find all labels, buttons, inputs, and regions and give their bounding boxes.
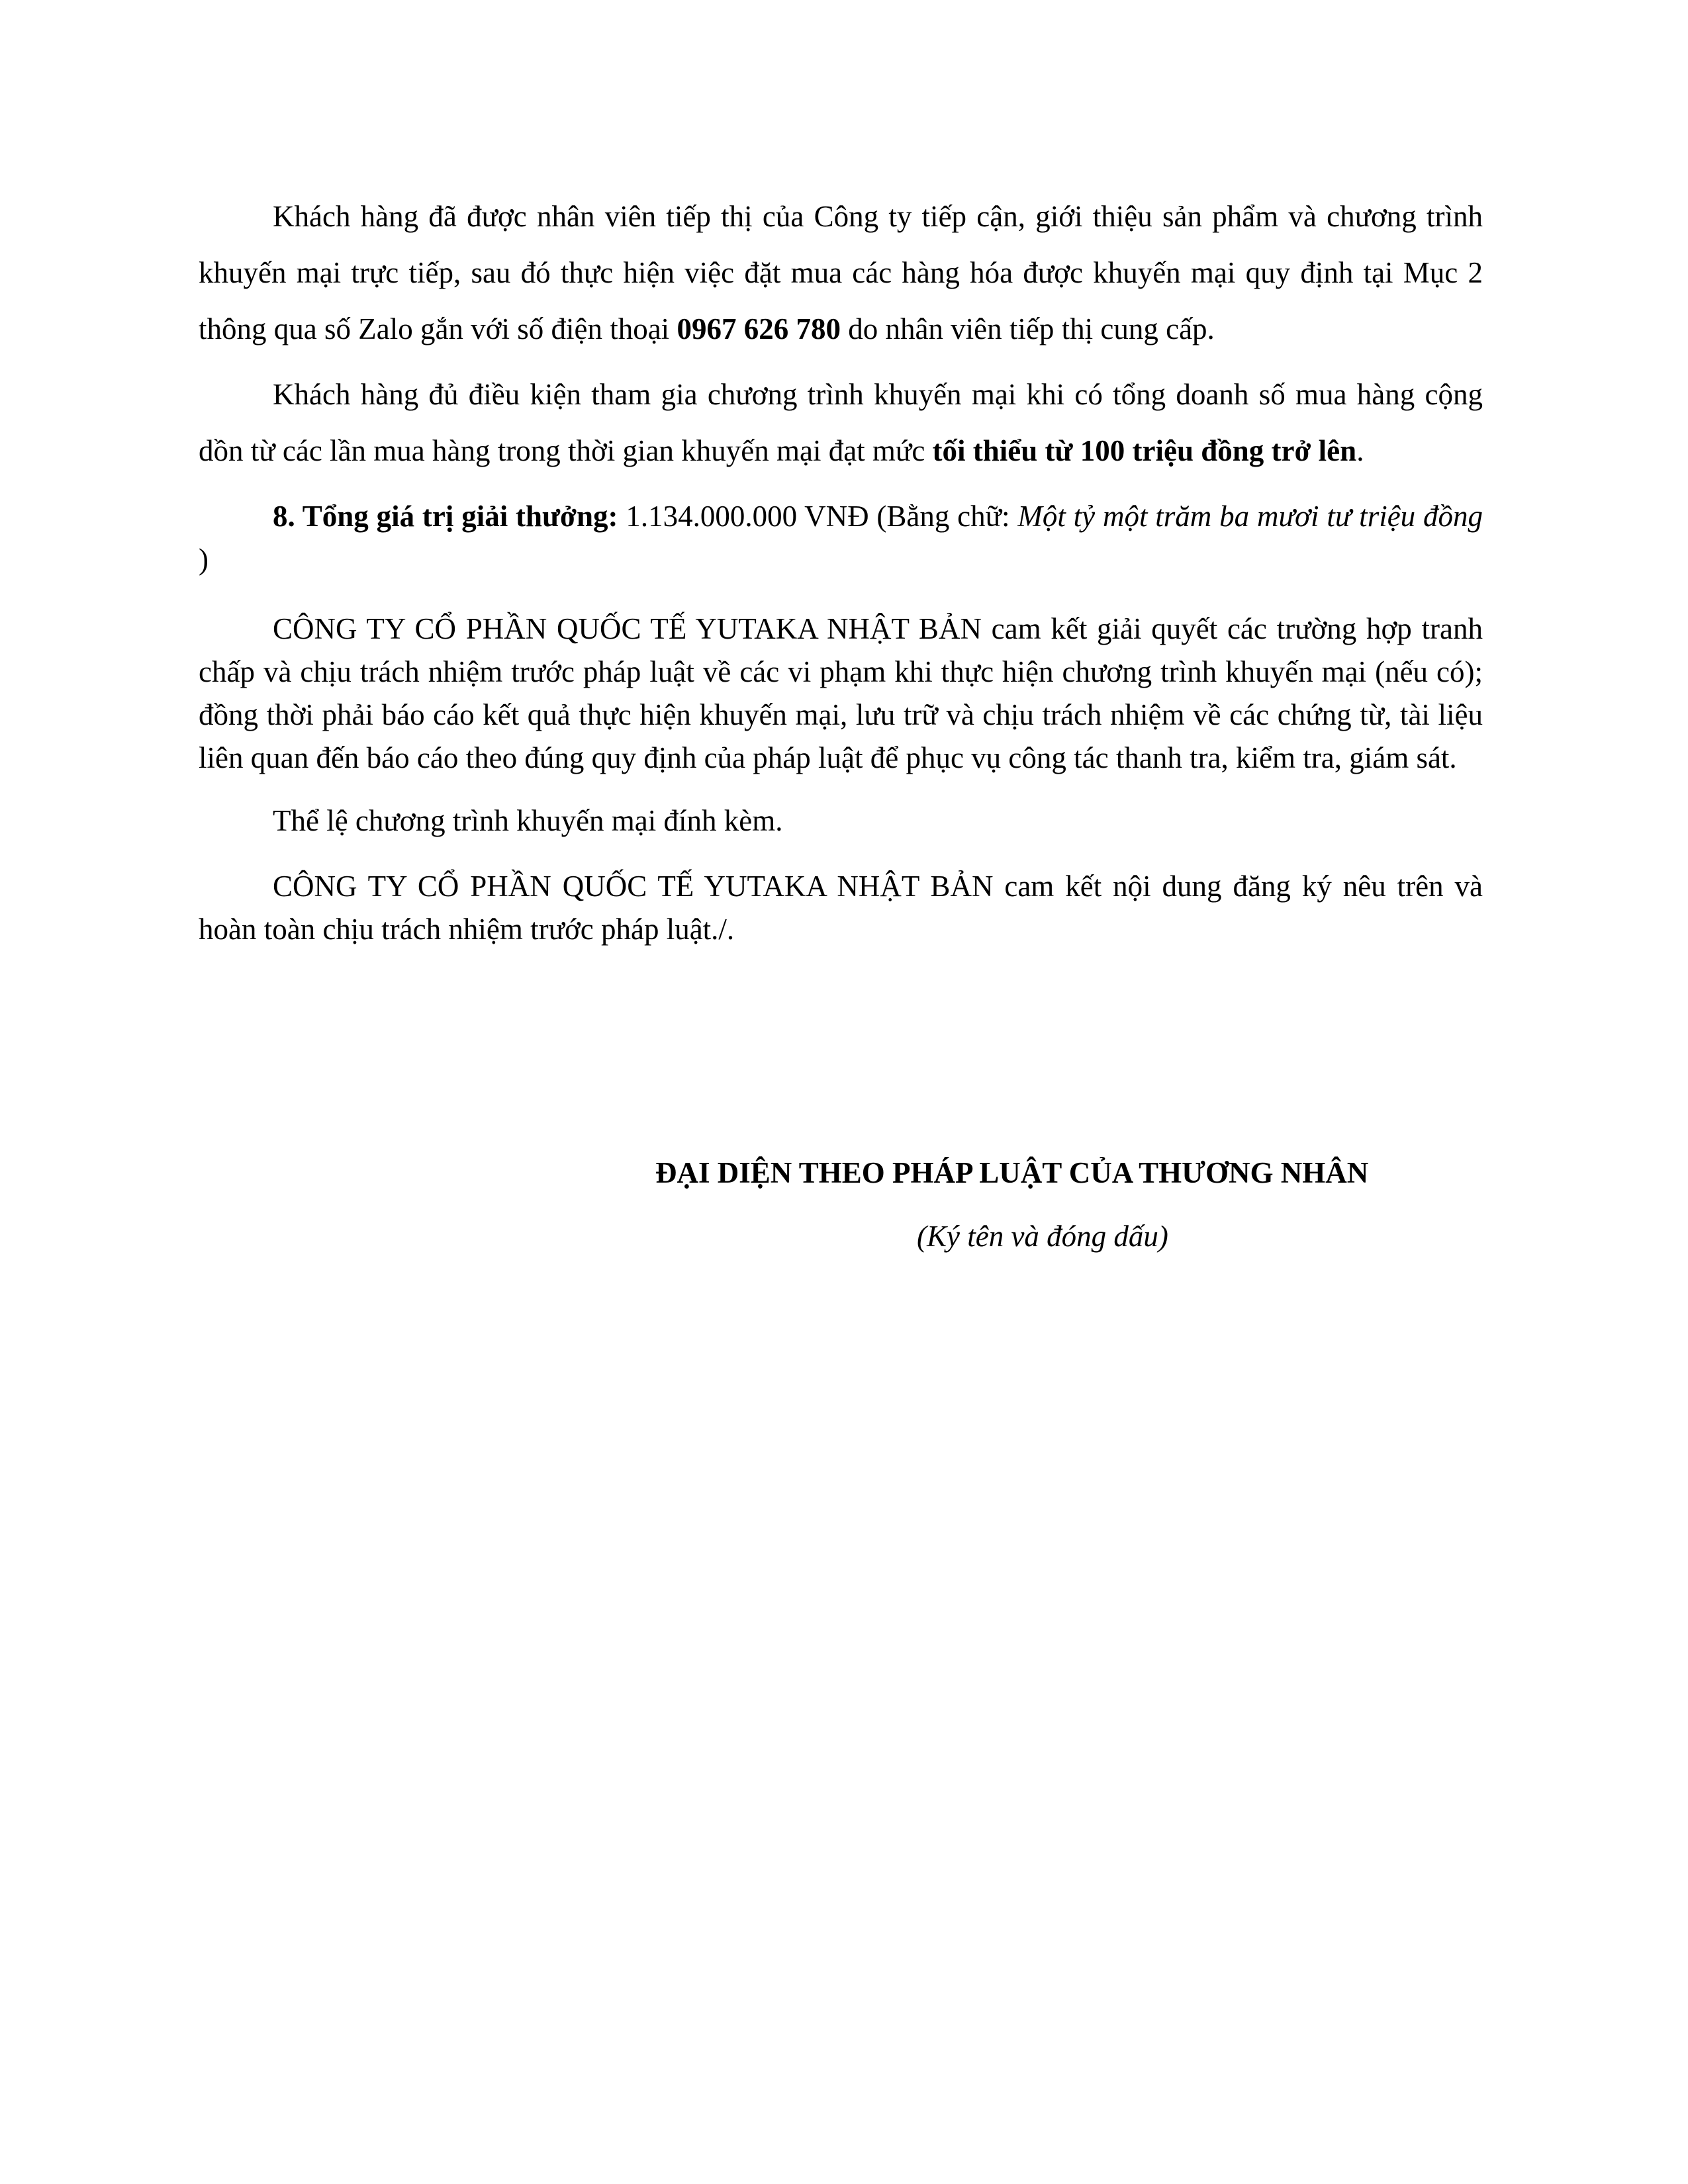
paragraph-attached-rules: Thể lệ chương trình khuyến mại đính kèm.	[273, 804, 783, 837]
prize-value-in-words: Một tỷ một trăm ba mươi tư triệu đồng	[1017, 500, 1483, 533]
paragraph-text: Khách hàng đủ điều kiện tham gia chương trình khuyến mại khi có tổng doanh số mua hàng cộng dồn từ các lần mua hàng trong thời gian khuyến mại đạt mức	[199, 378, 1483, 467]
signature-note: (Ký tên và đóng dấu)	[917, 1220, 1168, 1253]
paragraph-eligibility	[199, 367, 1483, 479]
phone-number: 0967 626 780	[677, 312, 841, 345]
prize-value: 1.134.000.000 VNĐ (Bằng chữ:	[618, 500, 1018, 533]
paragraph-ordering-method	[199, 189, 1483, 357]
paragraph-text: .	[1356, 434, 1364, 467]
minimum-threshold: tối thiểu từ 100 triệu đồng trở lên	[932, 434, 1357, 467]
paragraph-commitment-disputes: CÔNG TY CỔ PHẦN QUỐC TẾ YUTAKA NHẬT BẢN cam kết giải quyết các trường hợp tranh chấp và chịu trách nhiệm trước pháp luật về các vi phạm khi thực hiện chương trình khuyến mại (nếu có); đồng thời phải báo cáo kết quả thực hiện khuyến mại, lưu trữ và chịu trách nhiệm về các chứng từ, tài liệu liên quan đến báo cáo theo đúng quy định của pháp luật để phục vụ công tác thanh tra, kiểm tra, giám sát.	[199, 612, 1483, 774]
paragraph-total-prize-value	[199, 495, 1483, 581]
signature-title: ĐẠI DIỆN THEO PHÁP LUẬT CỦA THƯƠNG NHÂN	[655, 1156, 1369, 1189]
paragraph-text: )	[199, 543, 209, 576]
paragraph-commitment-registration: CÔNG TY CỔ PHẦN QUỐC TẾ YUTAKA NHẬT BẢN cam kết nội dung đăng ký nêu trên và hoàn toàn chịu trách nhiệm trước pháp luật./.	[199, 870, 1483, 946]
paragraph-text: do nhân viên tiếp thị cung cấp.	[840, 312, 1215, 345]
section-heading: 8. Tổng giá trị giải thưởng:	[273, 500, 618, 533]
paragraph-text: Khách hàng đã được nhân viên tiếp thị của Công ty tiếp cận, giới thiệu sản phẩm và chương trình khuyến mại trực tiếp, sau đó thực hiện việc đặt mua các hàng hóa được khuyến mại quy định tại Mục 2 thông qua số Zalo gắn với số điện thoại	[199, 200, 1483, 345]
document-body	[199, 189, 1483, 951]
